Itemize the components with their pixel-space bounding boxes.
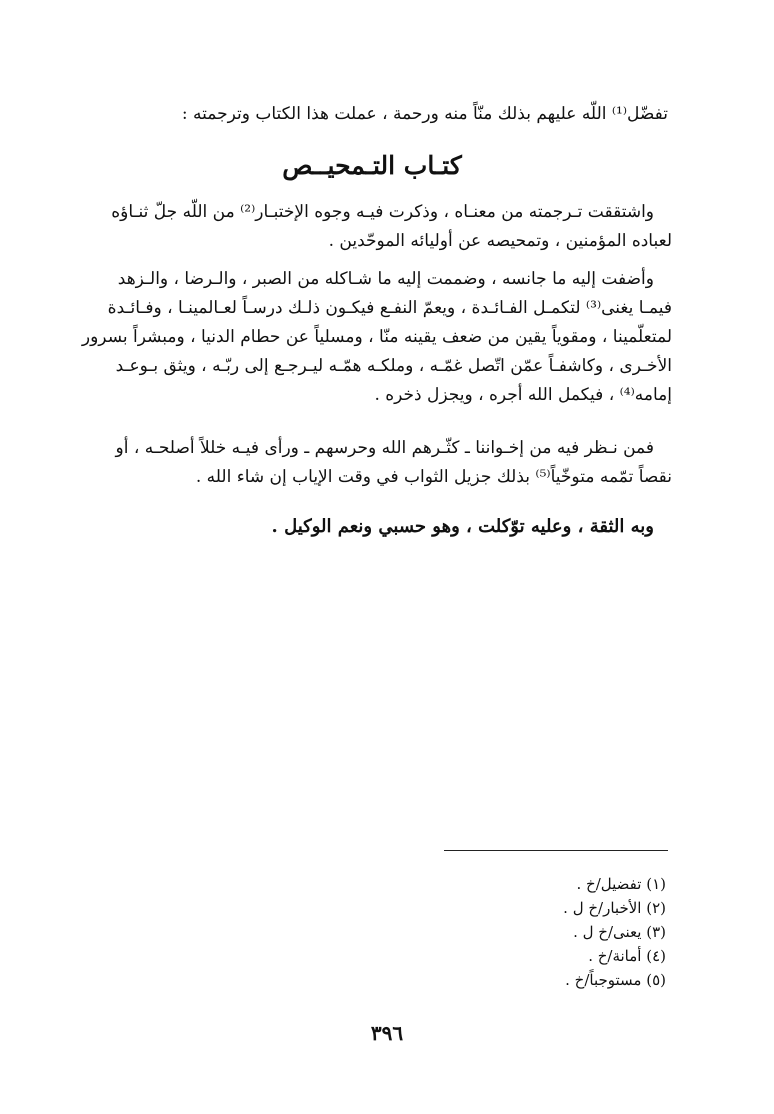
paragraph-3 [72, 434, 672, 492]
paragraph-2-line-5: إمامه⁽⁴⁾ ، فيكمل الله أجره ، ويجزل ذخره . [374, 385, 672, 405]
intro-line-1: تفضّل⁽¹⁾ اللّه عليهم بذلك منّاً منه ورحمة ، عملت هذا الكتاب وترجمته : [181, 104, 668, 124]
paragraph-3-line-2: نقصاً تمّمه متوخّياً⁽⁵⁾ بذلك جزيل الثواب في وقت الإياب إن شاء الله . [195, 467, 672, 487]
intro-paragraph [72, 100, 668, 129]
footnote-1: (١) تفضيل/خ . [576, 875, 666, 893]
closing-sentence: وبه الثقة ، وعليه توّكلت ، وهو حسبي ونعم الوكيل . [271, 516, 654, 537]
paragraph-2-line-3: لمتعلّمينا ، ومقوياً يقين من ضعف يقينه منّا ، ومسلياً عن حطام الدنيا ، ومبشراً بسرور [81, 327, 672, 347]
paragraph-2-line-4: الأخـرى ، وكاشفـاً عمّن اتّصل غمّـه ، وملكـه همّـه ليـرجـع إلى ربّـه ، ويثق بـوعـد [115, 356, 672, 376]
footnote-5: (٥) مستوجباً/خ . [565, 971, 666, 989]
footnote-separator [444, 850, 668, 851]
paragraph-1-line-1: واشتققت تـرجمته من معنـاه ، وذكرت فيـه وجوه الإختبـار⁽²⁾ من اللّه جلّ ثنـاؤه [111, 202, 654, 222]
paragraph-1 [72, 198, 672, 256]
paragraph-3-line-1: فمن نـظر فيه من إخـواننا ـ كثّـرهم الله وحرسهم ـ ورأى فيـه خللاً أصلحـه ، أو [115, 438, 654, 458]
footnote-4: (٤) أمانة/خ . [588, 947, 666, 965]
footnotes [300, 872, 666, 992]
page-number: ٣٩٦ [370, 1021, 404, 1045]
footnote-3: (٣) يعنى/خ ل . [573, 923, 666, 941]
paragraph-2 [72, 265, 672, 410]
paragraph-2-line-2: فيمـا يغنى⁽³⁾ لتكمـل الفـائـدة ، ويعمّ النفـع فيكـون ذلـك درسـاً لعـالمينـا ، وفـائـدة [107, 298, 672, 318]
paragraph-1-line-2: لعباده المؤمنين ، وتمحيصه عن أوليائه الموحّدين . [328, 231, 672, 251]
paragraph-2-line-1: وأضفت إليه ما جانسه ، وضممت إليه ما شـاكله من الصبر ، والـرضا ، والـزهد [117, 269, 654, 289]
footnote-2: (٢) الأخبار/خ ل . [563, 899, 666, 917]
section-heading: كتـاب التـمحيــص [282, 151, 462, 180]
